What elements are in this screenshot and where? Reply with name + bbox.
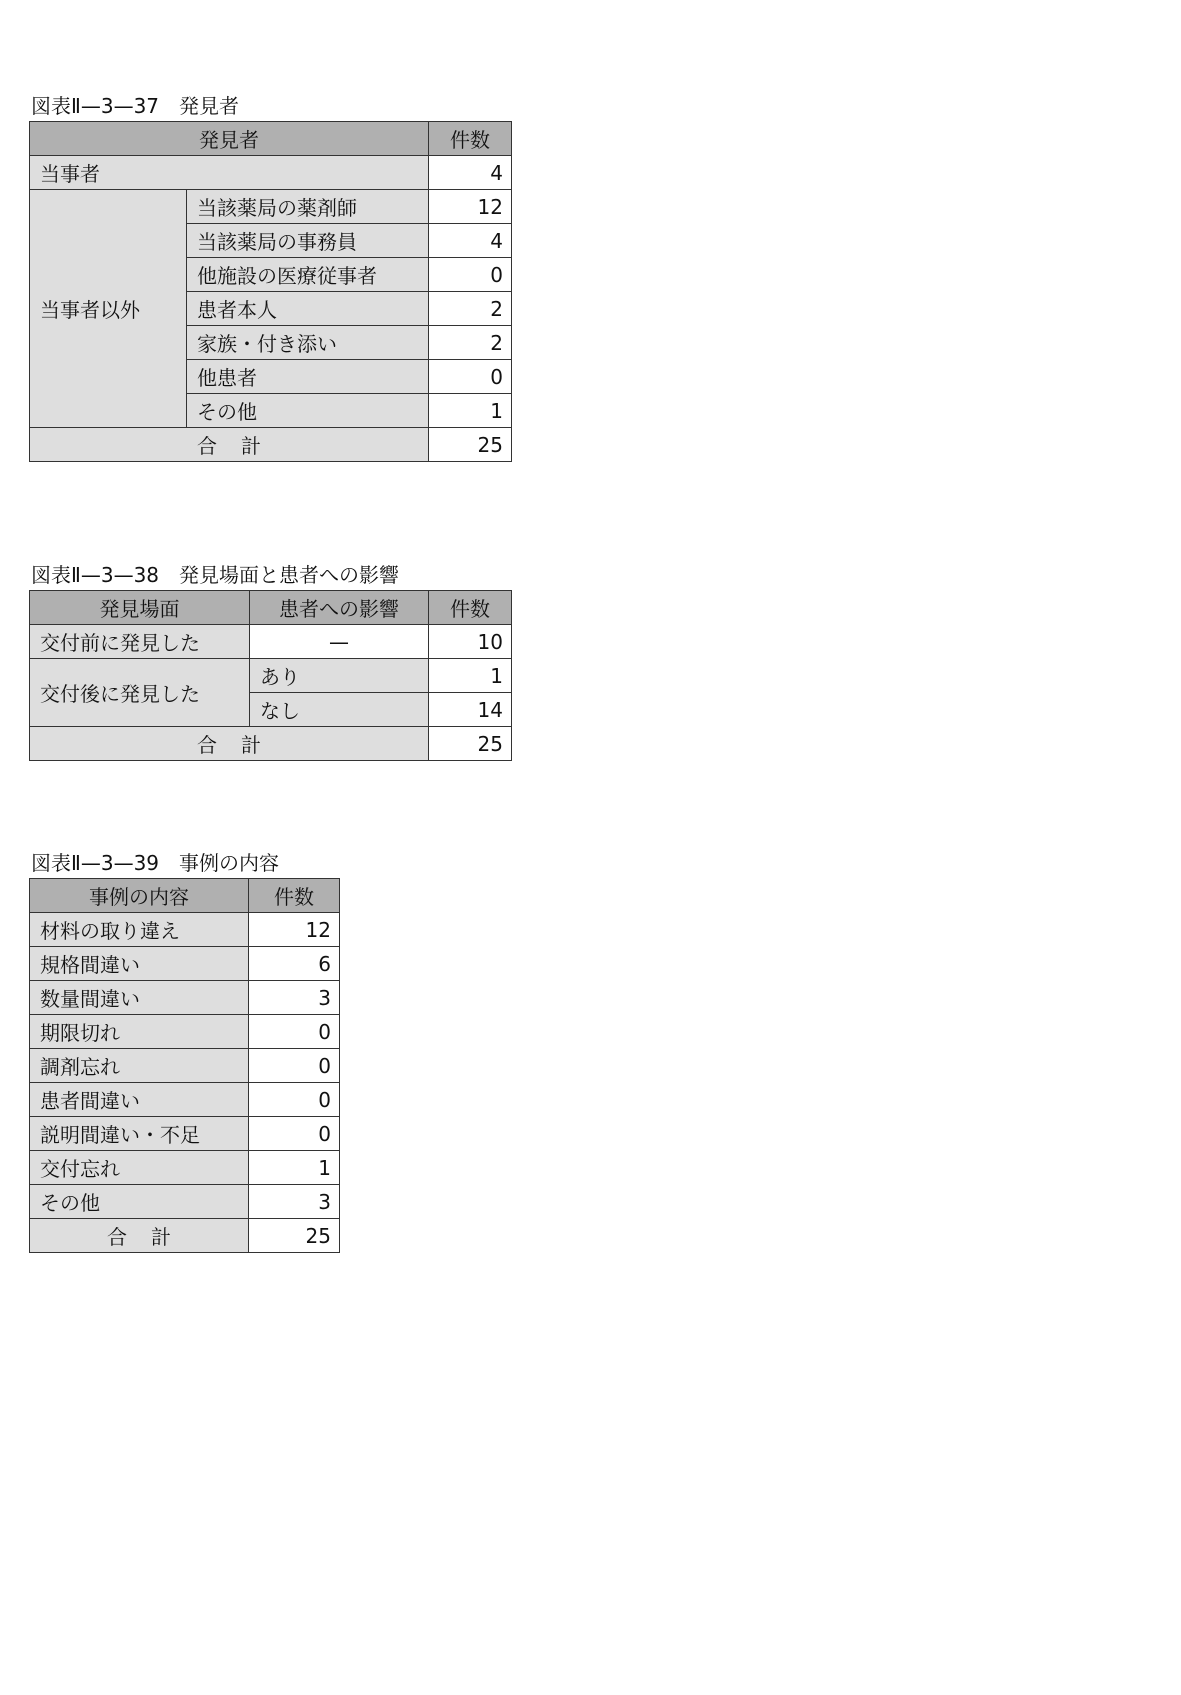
total-row: [30, 428, 512, 462]
after-count: 14: [429, 693, 512, 727]
after-count: 1: [429, 659, 512, 693]
case-content-table: [29, 878, 340, 1253]
total-label: [30, 1219, 249, 1253]
table-row: [30, 1117, 340, 1151]
header-count: 件数: [429, 591, 512, 625]
self-count: 4: [429, 156, 512, 190]
others-item-label: 当該薬局の薬剤師: [187, 190, 429, 224]
others-item-label: 家族・付き添い: [187, 326, 429, 360]
total-count: 25: [249, 1219, 340, 1253]
after-label: 交付後に発見した: [30, 659, 250, 727]
table-row: [30, 1015, 340, 1049]
table-row: [30, 1083, 340, 1117]
total-label: [30, 727, 429, 761]
total-label-b: 計: [241, 434, 261, 458]
before-impact: —: [250, 625, 429, 659]
case-count: 1: [249, 1151, 340, 1185]
others-item-count: 1: [429, 394, 512, 428]
after-impact: なし: [250, 693, 429, 727]
header-count: 件数: [249, 879, 340, 913]
scene-impact-table: [29, 590, 512, 761]
total-count: 25: [429, 428, 512, 462]
case-label: 数量間違い: [30, 981, 249, 1015]
others-item-count: 2: [429, 292, 512, 326]
total-label-a: 合: [197, 434, 217, 458]
table-row: [30, 913, 340, 947]
others-item-label: 患者本人: [187, 292, 429, 326]
case-label: その他: [30, 1185, 249, 1219]
total-label-a: 合: [107, 1225, 127, 1249]
table-row: [30, 156, 512, 190]
total-label-b: 計: [151, 1225, 171, 1249]
others-item-count: 4: [429, 224, 512, 258]
others-item-count: 0: [429, 258, 512, 292]
case-count: 0: [249, 1083, 340, 1117]
discoverer-table: [29, 121, 512, 462]
table-row: [30, 981, 340, 1015]
others-label: 当事者以外: [30, 190, 187, 428]
table38-section: [29, 563, 512, 761]
table37-caption: 図表Ⅱ—3—37 発見者: [31, 94, 240, 118]
total-row: [30, 727, 512, 761]
table-header-row: [30, 591, 512, 625]
case-count: 12: [249, 913, 340, 947]
header-content: 事例の内容: [30, 879, 249, 913]
self-label: 当事者: [30, 156, 429, 190]
table-row: [30, 1185, 340, 1219]
table-row: [30, 659, 512, 693]
case-count: 0: [249, 1015, 340, 1049]
others-item-count: 12: [429, 190, 512, 224]
before-count: 10: [429, 625, 512, 659]
total-label-a: 合: [197, 733, 217, 757]
total-row: [30, 1219, 340, 1253]
table38-caption: 図表Ⅱ—3—38 発見場面と患者への影響: [31, 563, 400, 587]
table-row: [30, 1049, 340, 1083]
case-count: 3: [249, 1185, 340, 1219]
others-item-label: 当該薬局の事務員: [187, 224, 429, 258]
table-row: [30, 625, 512, 659]
header-discoverer: 発見者: [30, 122, 429, 156]
others-item-label: 他患者: [187, 360, 429, 394]
total-label: [30, 428, 429, 462]
after-impact: あり: [250, 659, 429, 693]
total-count: 25: [429, 727, 512, 761]
table-header-row: [30, 879, 340, 913]
table39-section: [29, 851, 340, 1253]
table39-caption: 図表Ⅱ—3—39 事例の内容: [31, 851, 280, 875]
case-label: 期限切れ: [30, 1015, 249, 1049]
header-scene: 発見場面: [30, 591, 250, 625]
table37-section: [29, 94, 512, 462]
case-count: 0: [249, 1049, 340, 1083]
table-row: [30, 947, 340, 981]
others-item-label: その他: [187, 394, 429, 428]
case-count: 3: [249, 981, 340, 1015]
table-row: [30, 190, 512, 224]
case-label: 規格間違い: [30, 947, 249, 981]
table-header-row: [30, 122, 512, 156]
case-label: 調剤忘れ: [30, 1049, 249, 1083]
table-row: [30, 1151, 340, 1185]
case-label: 説明間違い・不足: [30, 1117, 249, 1151]
header-count: 件数: [429, 122, 512, 156]
before-label: 交付前に発見した: [30, 625, 250, 659]
case-count: 0: [249, 1117, 340, 1151]
others-item-count: 2: [429, 326, 512, 360]
case-count: 6: [249, 947, 340, 981]
total-label-b: 計: [241, 733, 261, 757]
case-label: 患者間違い: [30, 1083, 249, 1117]
others-item-count: 0: [429, 360, 512, 394]
case-label: 材料の取り違え: [30, 913, 249, 947]
case-label: 交付忘れ: [30, 1151, 249, 1185]
others-item-label: 他施設の医療従事者: [187, 258, 429, 292]
header-impact: 患者への影響: [250, 591, 429, 625]
